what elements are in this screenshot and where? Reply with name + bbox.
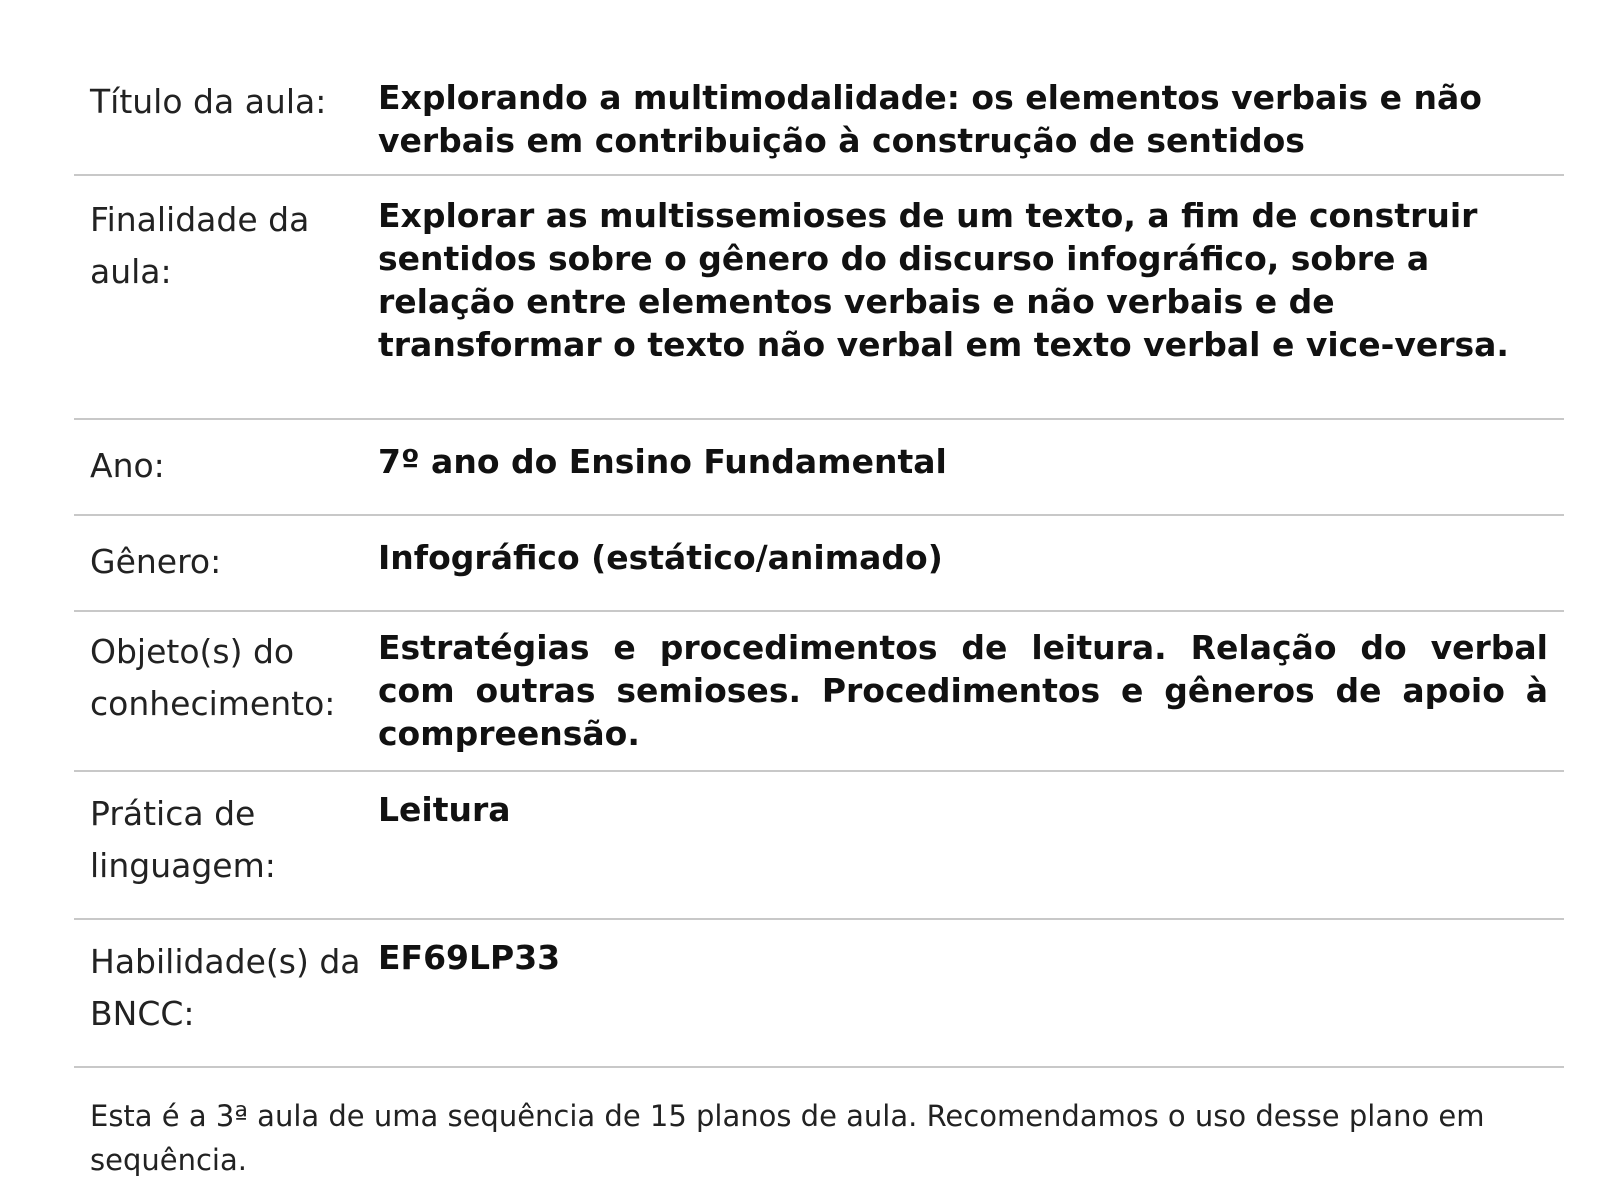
value-lesson-purpose: Explorar as multissemioses de um texto, a fim de construir sentidos sobre o gênero do discurso infográfico, sobre a relação entre elementos verbais e não verbais e de transformar o texto não verbal em texto verbal e vice-versa. [378,196,1509,364]
row-bncc-skills [74,920,1564,1068]
row-genre [74,516,1564,612]
value-genre: Infográfico (estático/animado) [378,538,943,577]
row-lesson-title [74,66,1564,176]
label-lesson-purpose: Finalidade da aula: [90,200,310,291]
row-knowledge-objects [74,612,1564,772]
label-school-year: Ano: [90,446,165,485]
label-language-practice: Prática de linguagem: [90,794,276,885]
label-knowledge-objects: Objeto(s) do conhecimento: [90,632,336,723]
value-bncc-skills: EF69LP33 [378,938,561,977]
value-lesson-title: Explorando a multimodalidade: os elementos verbais e não verbais em contribuição à construção de sentidos [378,78,1482,160]
sequence-note: Esta é a 3ª aula de uma sequência de 15 planos de aula. Recomendamos o uso desse plano em sequência. [90,1099,1485,1177]
row-language-practice [74,772,1564,920]
value-school-year: 7º ano do Ensino Fundamental [378,442,947,481]
label-lesson-title: Título da aula: [90,82,327,121]
value-knowledge-objects: Estratégias e procedimentos de leitura. Relação do verbal com outras semioses. Procedimentos e gêneros de apoio à compreensão. [378,628,1548,753]
value-language-practice: Leitura [378,790,511,829]
row-school-year [74,420,1564,516]
lesson-info-table [74,66,1564,1068]
row-lesson-purpose [74,176,1564,420]
label-bncc-skills: Habilidade(s) da BNCC: [90,942,361,1033]
label-genre: Gênero: [90,542,222,581]
